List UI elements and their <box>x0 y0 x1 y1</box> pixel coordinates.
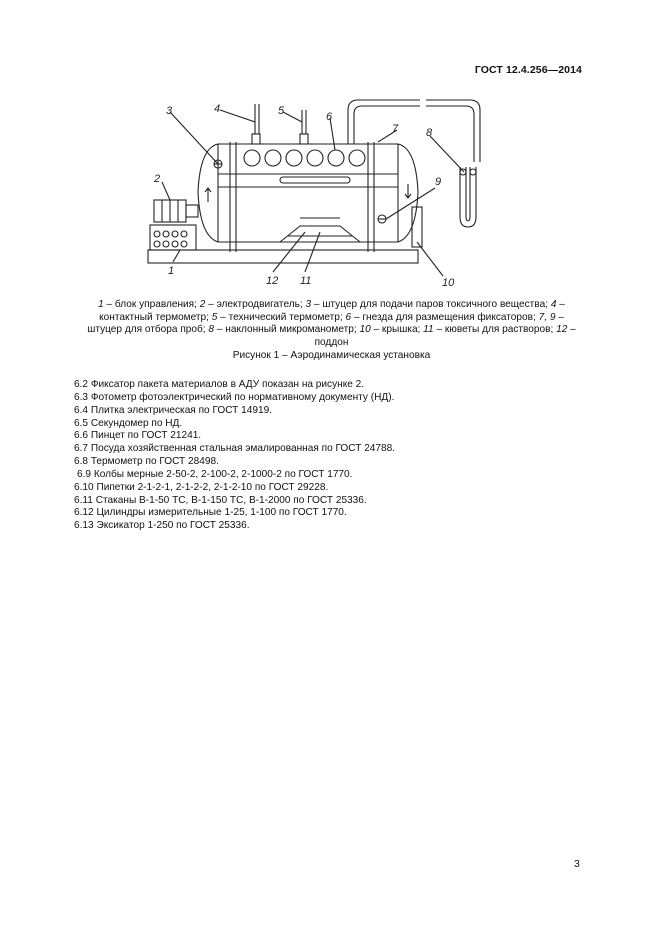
callout-12: 12 <box>266 275 279 287</box>
list-item: 6.11 Стаканы В-1-50 ТС, В-1-150 ТС, В-1-2000 по ГОСТ 25336. <box>74 494 367 506</box>
legend-entry: 10 – крышка; <box>359 324 424 336</box>
callout-11: 11 <box>300 275 312 287</box>
list-item: 6.4 Плитка электрическая по ГОСТ 14919. <box>74 404 273 416</box>
callout-8: 8 <box>426 127 433 139</box>
list-item: 6.8 Термометр по ГОСТ 28498. <box>74 456 219 468</box>
list-item: 6.12 Цилиндры измерительные 1-25, 1-100 по ГОСТ 1770. <box>74 507 347 519</box>
callout-9: 9 <box>435 176 442 188</box>
figure-legend <box>84 299 579 349</box>
list-item: 6.2 Фиксатор пакета материалов в АДУ показан на рисунке 2. <box>74 379 365 390</box>
list-item: 6.5 Секундомер по НД. <box>74 417 183 429</box>
callout-4: 4 <box>214 103 221 115</box>
fixator-slots <box>244 150 365 166</box>
control-block-knobs <box>154 231 187 247</box>
aerodynamic-unit-drawing <box>130 92 560 287</box>
callout-1: 1 <box>168 265 175 277</box>
legend-entry: 11 – кюветы для растворов; <box>423 324 557 336</box>
lid <box>412 207 422 247</box>
list-item: 6.6 Пинцет по ГОСТ 21241. <box>74 430 202 442</box>
figure-caption: Рисунок 1 – Аэродинамическая установка <box>232 350 431 361</box>
callout-7: 7 <box>392 123 399 135</box>
page-number: 3 <box>574 858 580 870</box>
list-item: 6.9 Колбы мерные 2-50-2, 2-100-2, 2-1000-2 по ГОСТ 1770. <box>77 468 353 480</box>
callout-3: 3 <box>166 105 173 117</box>
list-item: 6.10 Пипетки 2-1-2-1, 2-1-2-2, 2-1-2-10 по ГОСТ 29228. <box>74 481 329 493</box>
legend-entry: 5 – технический термометр; <box>211 311 346 323</box>
document-standard-number: ГОСТ 12.4.256—2014 <box>474 64 582 76</box>
callout-2: 2 <box>154 173 161 185</box>
list-item: 6.7 Посуда хозяйственная стальная эмалированная по ГОСТ 24788. <box>74 443 396 455</box>
legend-entry: 6 – гнезда для размещения фиксаторов; <box>345 311 539 323</box>
legend-entry: 3 – штуцер для подачи паров токсичного веществa; <box>305 299 551 310</box>
callout-10: 10 <box>442 277 455 287</box>
legend-entry: 4 – контактный термометр; <box>99 299 565 323</box>
callout-6: 6 <box>326 111 333 123</box>
legend-entry: 12 – поддон <box>314 324 576 348</box>
legend-entry: 2 – электродвигатель; <box>199 299 306 310</box>
micromanometer <box>460 167 476 227</box>
tray <box>280 226 360 242</box>
legend-entry: 8 – наклонный микроманометр; <box>208 324 360 336</box>
vessel-body <box>198 144 418 242</box>
legend-entry: 7, 9 – штуцер для отбора проб; <box>87 311 564 336</box>
list-item: 6.3 Фотометр фотоэлектрический по нормативному документу (НД). <box>74 391 395 403</box>
base-plate <box>148 250 418 263</box>
legend-entry: 1 – блок управления; <box>98 299 200 310</box>
callout-5: 5 <box>278 105 285 117</box>
list-item: 6.13 Эксикатор 1-250 по ГОСТ 25336. <box>74 520 250 532</box>
equipment-list <box>74 379 574 533</box>
